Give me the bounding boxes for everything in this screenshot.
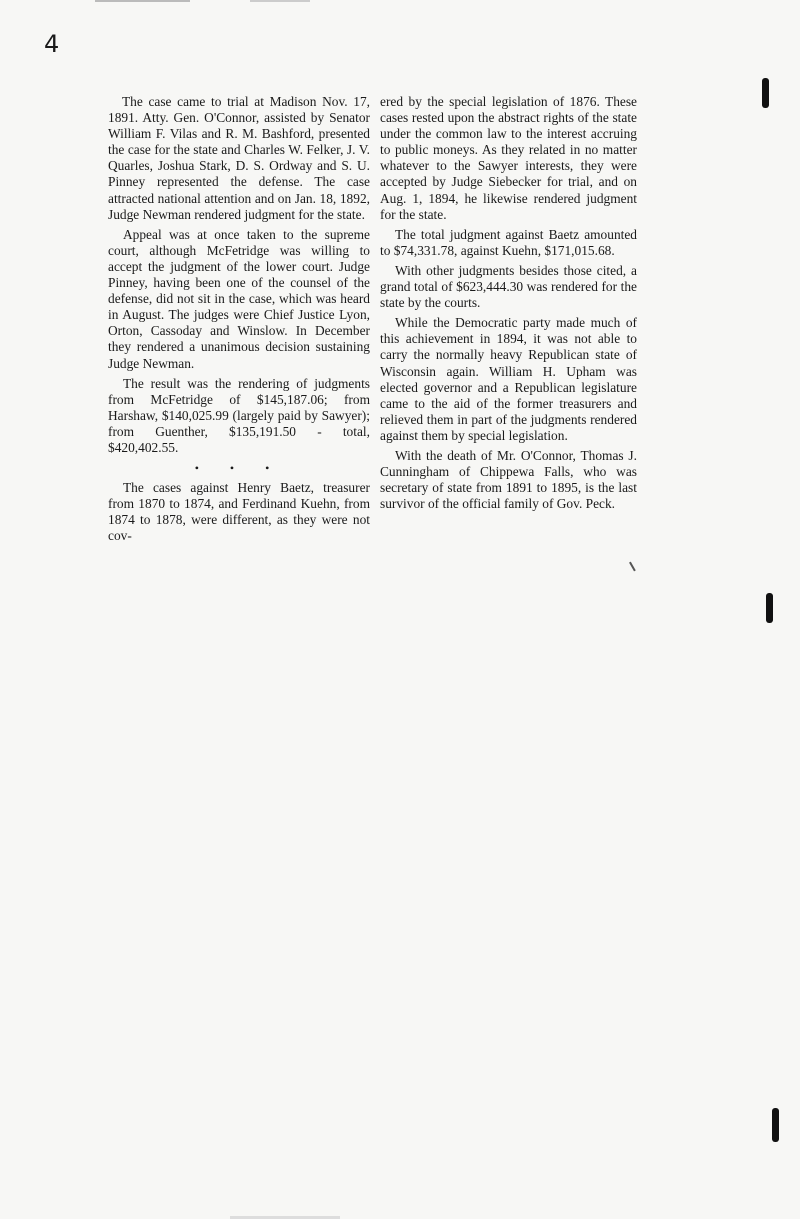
binding-hole-mark [766,593,773,623]
binding-hole-mark [772,1108,779,1142]
article-column-right [380,94,637,516]
scan-edge-mark [250,0,310,2]
page-number: 4 [44,30,60,58]
paragraph: ered by the special legislation of 1876. These cases rested upon the abstract rights of the state under the common law to the interest accruing to public moneys. As they related in no matter whatever to the Sawyer interests, they were accepted by Judge Siebecker for trial, and on Aug. 1, 1894, he likewise rendered judgment for the state. [380,94,637,222]
paragraph: Appeal was at once taken to the supreme court, although McFetridge was willing to accept the judgment of the lower court. Judge Pinney, having been one of the counsel of the defense, did not sit in the case, which was heard in August. The judges were Chief Justice Lyon, Orton, Cassoday and Winslow. In December they rendered a unanimous decision sustaining Judge Newman. [108,226,370,371]
binding-hole-mark [762,78,769,108]
paragraph: The total judgment against Baetz amounted to $74,331.78, against Kuehn, $171,015.68. [380,226,637,258]
paragraph: With other judgments besides those cited, a grand total of $623,444.30 was rendered for the state by the courts. [380,262,637,311]
scan-speck [629,559,641,572]
paragraph: While the Democratic party made much of this achievement in 1894, it was not able to carry the normally heavy Republican state of Wisconsin again. William H. Upham was elected governor and a Republican legislature came to the aid of the former treasurers and relieved them in part of the judgments rendered against them by special legislation. [380,315,637,443]
section-separator: • • • [194,461,284,476]
paragraph: The result was the rendering of judgments from McFetridge of $145,187.06; from Harshaw, $140,025.99 (largely paid by Sawyer); from Guenther, $135,191.50 - total, $420,402.55. [108,375,370,455]
scan-edge-mark [95,0,190,2]
paragraph: The cases against Henry Baetz, treasurer from 1870 to 1874, and Ferdinand Kuehn, from 1874 to 1878, were different, as they were not cov- [108,480,370,544]
paragraph: The case came to trial at Madison Nov. 17, 1891. Atty. Gen. O'Connor, assisted by Senator William F. Vilas and R. M. Bashford, presented the case for the state and Charles W. Felker, J. V. Quarles, Joshua Stark, D. S. Ordway and S. U. Pinney represented the defense. The case attracted national attention and on Jan. 18, 1892, Judge Newman rendered judgment for the state. [108,94,370,222]
paragraph: With the death of Mr. O'Connor, Thomas J. Cunningham of Chippewa Falls, who was secretary of state from 1891 to 1895, is the last survivor of the official family of Gov. Peck. [380,447,637,512]
article-column-left [108,94,370,549]
